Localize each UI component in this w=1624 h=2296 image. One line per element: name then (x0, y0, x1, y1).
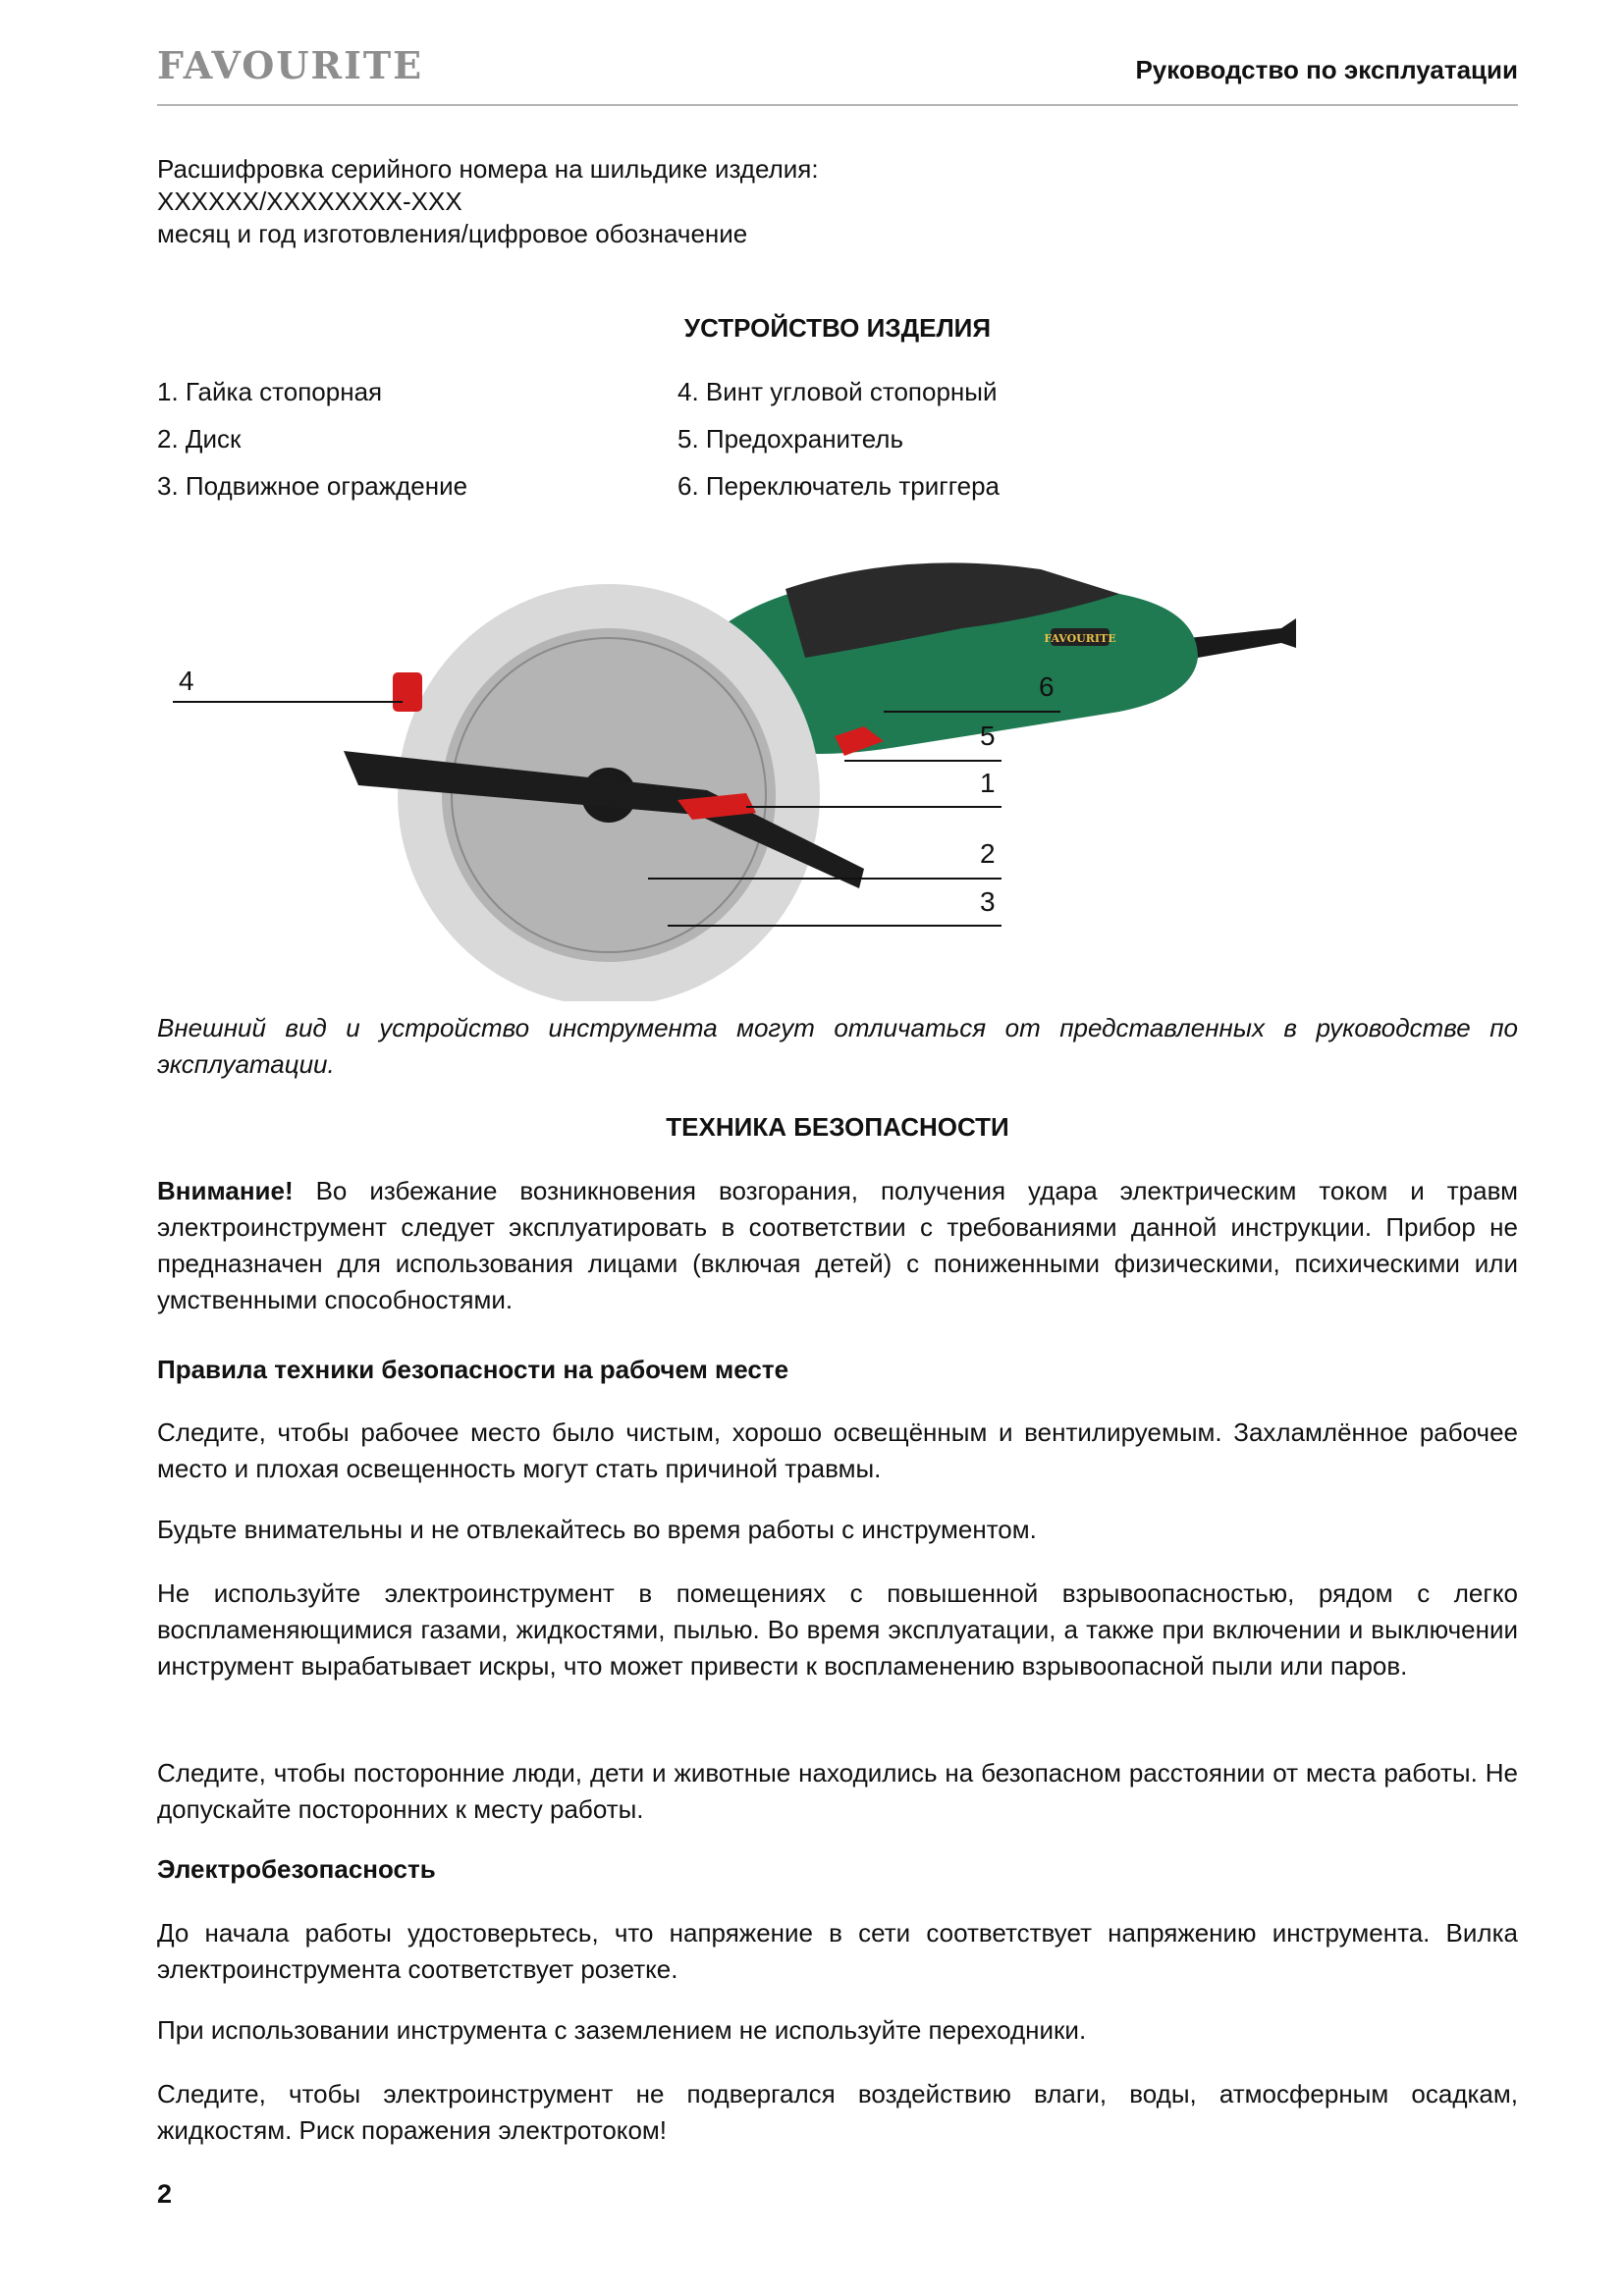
electric-heading: Электробезопасность (157, 1854, 436, 1884)
part-item-3: 3. Подвижное ограждение (157, 471, 468, 501)
electric-paragraph-3: Следите, чтобы электроинструмент не подвергался воздействию влаги, воды, атмосферным осадкам, жидкостям. Риск поражения электротоком! (157, 2079, 1518, 2145)
callout-6: 6 (1039, 671, 1055, 702)
circular-saw-illustration (157, 550, 1518, 1001)
serial-line-1: Расшифровка серийного номера на шильдике изделия: (157, 154, 819, 184)
warning-text: Во избежание возникновения возгорания, получения удара электрическим током и травм электроинструмент следует эксплуатировать в соответствии с требованиями данной инструкции. Прибор не предназначен для использования лицами (включая детей) с пониженными физическими, психическими или умственными способностями. (157, 1176, 1518, 1314)
callout-4: 4 (179, 666, 194, 696)
electric-paragraph-1: До начала работы удостоверьтесь, что напряжение в сети соответствует напряжению инструмента. Вилка электроинструмента соответствует розетке. (157, 1918, 1518, 1984)
workplace-paragraph-1: Следите, чтобы рабочее место было чистым, хорошо освещённым и вентилируемым. Захламлённое рабочее место и плохая освещенность могут стать причиной травмы. (157, 1417, 1518, 1483)
figure-logo-text: FAVOURITE (1044, 632, 1116, 645)
power-cord-shape (1188, 618, 1296, 658)
page-number: 2 (157, 2179, 173, 2209)
manual-page (157, 0, 1518, 2296)
document-title: Руководство по эксплуатации (1135, 55, 1518, 84)
safety-heading: ТЕХНИКА БЕЗОПАСНОСТИ (666, 1112, 1009, 1142)
part-item-5: 5. Предохранитель (677, 424, 904, 454)
part-item-1: 1. Гайка стопорная (157, 377, 383, 406)
saw-figure (157, 550, 1518, 1001)
workplace-paragraph-3: Не используйте электроинструмент в помещениях с повышенной взрывоопасностью, рядом с легко воспламеняющимися газами, жидкостями, пылью. Во время эксплуатации, а также при включении и выключении инструмент вырабатывает искры, что может привести к воспламенению взрывоопасной пыли или паров. (157, 1578, 1518, 1681)
figure-note: Внешний вид и устройство инструмента могут отличаться от представленных в руководстве по эксплуатации. (157, 1013, 1518, 1079)
warning-paragraph (157, 1173, 1518, 1318)
workplace-heading: Правила техники безопасности на рабочем месте (157, 1355, 789, 1384)
serial-line-2: XXXXXX/XXXXXXXX-XXX (157, 187, 462, 216)
electric-paragraph-2: При использовании инструмента с заземлением не используйте переходники. (157, 2015, 1087, 2045)
part-item-6: 6. Переключатель триггера (677, 471, 1000, 501)
workplace-paragraph-4: Следите, чтобы посторонние люди, дети и животные находились на безопасном расстоянии от места работы. Не допускайте посторонних к месту работы. (157, 1758, 1518, 1824)
device-heading: УСТРОЙСТВО ИЗДЕЛИЯ (683, 313, 992, 343)
callout-2: 2 (980, 838, 996, 869)
page-header (157, 43, 1518, 106)
angle-screw-shape (393, 672, 422, 712)
part-item-4: 4. Винт угловой стопорный (677, 377, 998, 406)
brand-logo: FAVOURITE (157, 43, 424, 87)
callout-5: 5 (980, 721, 996, 751)
part-item-2: 2. Диск (157, 424, 242, 454)
warning-label: Внимание! (157, 1176, 294, 1205)
serial-line-3: месяц и год изготовления/цифровое обозначение (157, 219, 748, 248)
callout-3: 3 (980, 886, 996, 917)
callout-1: 1 (980, 768, 996, 798)
workplace-paragraph-2: Будьте внимательны и не отвлекайтесь во время работы с инструментом. (157, 1515, 1037, 1544)
